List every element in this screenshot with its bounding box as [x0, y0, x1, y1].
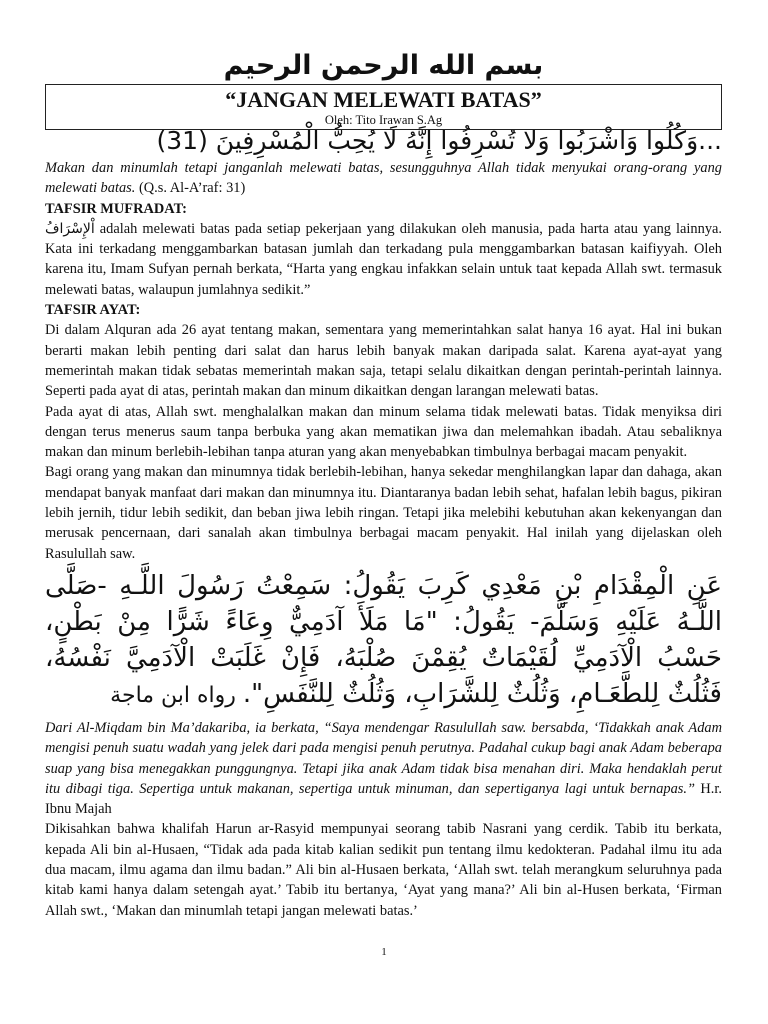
mufradat-heading: TAFSIR MUFRADAT:	[45, 200, 187, 217]
verse-reference: (Q.s. Al-A’raf: 31)	[135, 180, 246, 197]
tafsir-paragraph-3: Bagi orang yang makan dan minumnya tidak berlebih-lebihan, hanya sekedar menghilangkan lapar dan dahaga, akan mendapat banyak manfaat dari makan dan minumnya itu. Diantaranya badan lebih sehat, hafalan lebih bagus, pikiran lebih jernih, tidur lebih sedikit, dan beban jiwa lebih ringan. Tetapi jika melebihi kebutuhan akan kekenyangan dan merusak pencernaan, dari sanalah akan timbulnya berbagai macam penyakit. Hal inilah yang dijelaskan oleh Rasulullah saw.	[45, 464, 722, 562]
tafsir-paragraph-2: Pada ayat di atas, Allah swt. menghalalkan makan dan minum selama tidak melewati batas. Tidak menyiksa diri dengan terus menerus saum tanpa berbuka yang akan mematikan jiwa dan melemahkan ibadah. Atau sebaliknya makan dan minum berlebih-lebihan tanpa aturan yang akan menyebabkan timbulnya berbagai macam penyakit.	[45, 403, 722, 461]
mufradat-paragraph	[45, 219, 722, 300]
hadith-source: رواه ابن ماجة	[110, 682, 243, 708]
author-line: Oleh: Tito Irawan S.Ag	[324, 113, 443, 127]
translation-text: Makan dan minumlah tetapi janganlah melewati batas, sesungguhnya Allah tidak menyukai orang-orang yang melewati batas.	[45, 160, 722, 197]
tafsir-heading: TAFSIR AYAT:	[45, 302, 141, 319]
title-box	[45, 84, 722, 130]
mufradat-term: اْلإِسْرَافُ	[45, 220, 95, 237]
document-title: “JANGAN MELEWATI BATAS”	[225, 87, 542, 112]
hadith-reference: H.r. Ibnu Majah	[45, 780, 723, 818]
basmalah: بسم الله الرحمن الرحيم	[223, 50, 544, 81]
story-paragraph: Dikisahkan bahwa khalifah Harun ar-Rasyid mempunyai seorang tabib Nasrani yang cerdik. Tabib itu berkata, kepada Ali bin al-Husaen, “Tidak ada pada kitab kalian sedikit pun tentang ilmu kedokteran. Padahal ilmu itu ada dua macam, ilmu agama dan ilmu badan.” Ali bin al-Husaen berkata, ‘Allah swt. telah merangkum seluruhnya pada kitab kami hanya dalam setengah ayat.’ Tabib itu bertanya, ‘Ayat yang mana?’ Ali bin al-Husen berkata, ‘Firman Allah swt., ‘Makan dan minumlah tetapi jangan melewati batas.’	[45, 821, 722, 919]
verse-translation	[45, 158, 722, 199]
hadith-text: عَنِ الْمِقْدَامِ بْنِ مَعْدِي كَرِبَ يَقُولُ: سَمِعْتُ رَسُولَ اللَّـهِ -صَلَّى اللَّـهُ عَلَيْهِ وَسَلَّمَ- يَقُولُ: "مَا مَلَأَ آدَمِيٌّ وِعَاءً شَرًّا مِنْ بَطْنٍ، حَسْبُ الْآدَمِيِّ لُقَيْمَاتٌ يُقِمْنَ صُلْبَهُ، فَإِنْ غَلَبَتْ الْآدَمِيَّ نَفْسُهُ، فَثُلُثٌ لِلطَّعَـامِ، وَثُلُثٌ لِلشَّرَابِ، وَثُلُثٌ لِلنَّفَسِ".	[45, 570, 722, 709]
page-number: 1	[381, 946, 387, 958]
mufradat-text: adalah melewati batas pada setiap pekerjaan yang dilakukan oleh manusia, pada harta atau yang lainnya. Kata ini terkadang menggambarkan batasan jumlah dan terkadang pula menggambarkan batasan kaifiyyah. Oleh karena itu, Imam Sufyan pernah berkata, “Harta yang engkau infakkan selain untuk taat kepada Allah swt. termasuk melewati batas, walaupun jumlahnya sedikit.”	[45, 220, 722, 298]
quran-verse: ...وَكُلُوا وَاشْرَبُوا وَلا تُسْرِفُوا إِنَّهُ لَا يُحِبُّ الْمُسْرِفِينَ (31)	[156, 126, 722, 155]
tafsir-paragraph-1: Di dalam Alquran ada 26 ayat tentang makan, sementara yang memerintahkan salat hanya 16 ayat. Hal ini bukan berarti makan lebih penting dari salat dan harus lebih banyak makan daripada salat. Karena ayat-ayat yang memerintah makan tidak sebatas memerintah makan saja, tetapi selalu dikaitkan dengan perintah-perintah lainnya. Seperti pada ayat di atas, perintah makan dan minum dikaitkan dengan larangan melewati batas.	[45, 322, 722, 400]
hadith-translation	[45, 718, 722, 819]
hadith-arabic	[45, 568, 722, 714]
document-page	[45, 48, 722, 921]
hadith-translation-text: Dari Al-Miqdam bin Ma’dakariba, ia berkata, “Saya mendengar Rasulullah saw. bersabda, ‘Tidakkah anak Adam mengisi penuh suatu wadah yang jelek dari pada mengisi penuh perutnya. Padahal cukup bagi anak Adam beberapa suap yang bisa menegakkan punggungnya. Tetapi jika anak Adam tidak bisa menahan diri. Maka hendaklah perut itu dibagi tiga. Sepertiga untuk makanan, sepertiga untuk minuman, dan sepertiganya lagi untuk bernapas.”	[45, 719, 722, 797]
